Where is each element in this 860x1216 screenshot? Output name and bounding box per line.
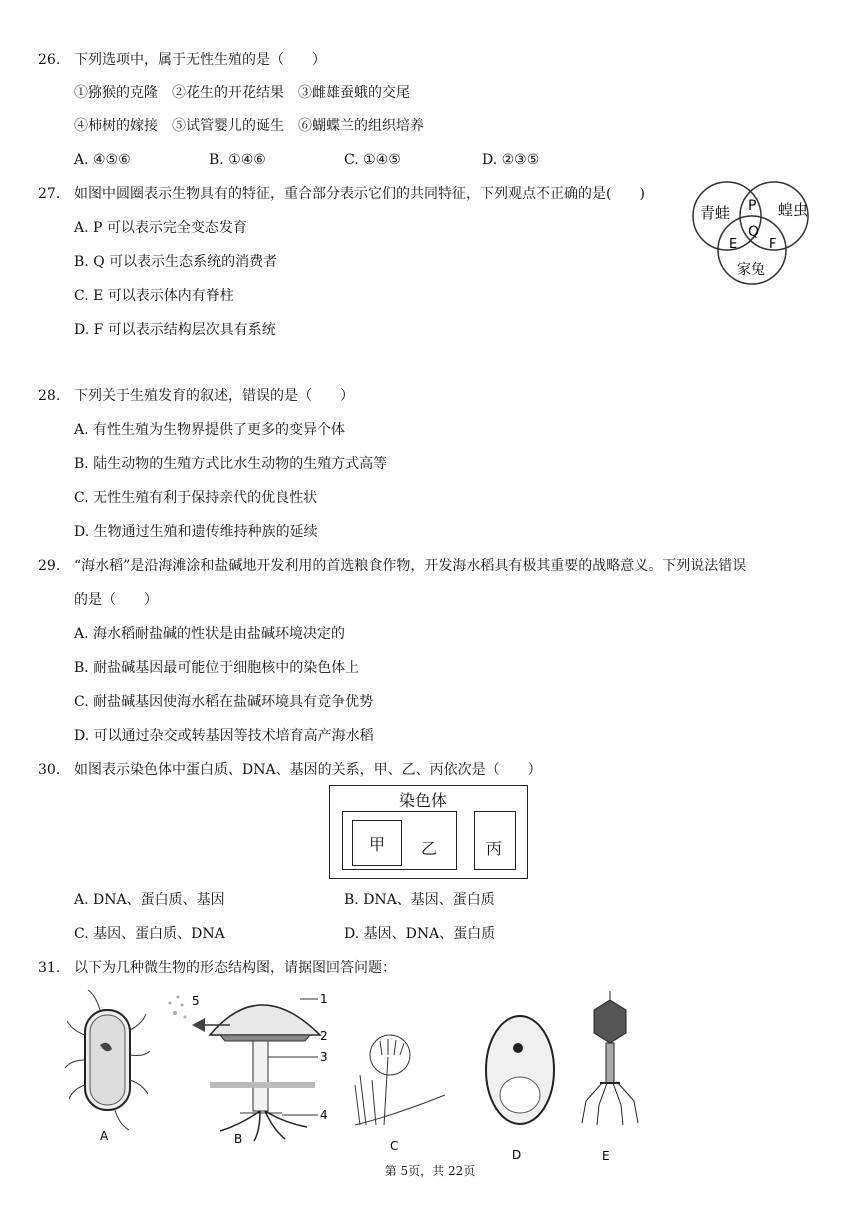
q30-option-a: A. DNA、蛋白质、基因 xyxy=(74,892,225,908)
venn-label-f: F xyxy=(769,237,777,252)
figure-label-4: 4 xyxy=(320,1108,328,1122)
chromosome-label: 染色体 xyxy=(399,791,448,810)
figure-label-a: A xyxy=(100,1129,109,1143)
q29-option-a: A. 海水稻耐盐碱的性状是由盐碱环境决定的 xyxy=(74,626,346,642)
q27-option-d: D. F 可以表示结构层次具有系统 xyxy=(74,322,276,338)
figure-label-3: 3 xyxy=(320,1050,328,1064)
q30-options-1 xyxy=(74,890,495,910)
q26-options xyxy=(74,150,539,170)
q27-option-c: C. E 可以表示体内有脊柱 xyxy=(74,288,234,304)
q28-option-b: B. 陆生动物的生殖方式比水生动物的生殖方式高等 xyxy=(74,456,388,472)
q28-option-c: C. 无性生殖有利于保持亲代的优良性状 xyxy=(74,490,318,506)
microorganism-figure xyxy=(60,985,660,1160)
mold-illustration xyxy=(355,1035,445,1125)
q29-option-c: C. 耐盐碱基因使海水稻在盐碱环境具有竞争优势 xyxy=(74,694,374,710)
mushroom-illustration xyxy=(169,996,321,1142)
q31-stem: 31. 以下为几种微生物的形态结构图，请据图回答问题： xyxy=(38,960,396,976)
q26-option-a: A. ④⑤⑥ xyxy=(74,152,131,168)
venn-label-rabbit: 家兔 xyxy=(737,262,765,278)
bacteriophage-illustration xyxy=(582,991,638,1125)
q26-option-d: D. ②③⑤ xyxy=(482,152,540,168)
q28-stem: 28. 下列关于生殖发育的叙述，错误的是（ ） xyxy=(38,388,354,404)
q26-items-1: ①猕猴的克隆 ②花生的开花结果 ③雌雄蚕蛾的交尾 xyxy=(74,85,410,101)
page-footer: 第 5页，共 22页 xyxy=(384,1164,476,1178)
venn-diagram xyxy=(690,176,820,288)
q26-stem: 26. 下列选项中，属于无性生殖的是（ ） xyxy=(38,52,326,68)
q26-items-2: ④柿树的嫁接 ⑤试管婴儿的诞生 ⑥蝴蝶兰的组织培养 xyxy=(74,118,424,134)
label-yi: 乙 xyxy=(421,839,438,858)
venn-label-frog: 青蛙 xyxy=(700,204,731,222)
figure-label-d: D xyxy=(512,1148,522,1160)
label-jia: 甲 xyxy=(369,835,386,854)
q28-option-a: A. 有性生殖为生物界提供了更多的变异个体 xyxy=(74,422,346,438)
figure-label-5: 5 xyxy=(192,994,200,1008)
q29-option-b: B. 耐盐碱基因最可能位于细胞核中的染色体上 xyxy=(74,660,360,676)
figure-label-c: C xyxy=(390,1139,399,1153)
venn-label-e: E xyxy=(729,237,738,252)
venn-label-p: P xyxy=(748,198,757,214)
q29-stem-1: 29. “海水稻”是沿海滩涂和盐碱地开发利用的首选粮食作物，开发海水稻具有极其重要的战略意义。下列说法错误 xyxy=(38,558,747,574)
q28-option-d: D. 生物通过生殖和遗传维持种族的延续 xyxy=(74,524,318,540)
q30-option-c: C. 基因、蛋白质、DNA xyxy=(74,926,225,942)
q27-option-b: B. Q 可以表示生态系统的消费者 xyxy=(74,254,278,270)
q30-option-d: D. 基因、DNA、蛋白质 xyxy=(344,926,496,942)
q30-option-b: B. DNA、基因、蛋白质 xyxy=(344,892,495,908)
yeast-illustration xyxy=(486,1016,554,1124)
figure-label-b: B xyxy=(234,1132,243,1146)
q29-option-d: D. 可以通过杂交或转基因等技术培育高产海水稻 xyxy=(74,728,374,744)
figure-label-1: 1 xyxy=(320,992,328,1006)
q30-options-2 xyxy=(74,924,495,944)
q26-option-b: B. ①④⑥ xyxy=(209,152,266,168)
bacterium-illustration xyxy=(65,990,150,1130)
q30-stem: 30. 如图表示染色体中蛋白质、DNA、基因的关系，甲、乙、丙依次是（ ） xyxy=(38,762,542,778)
figure-label-2: 2 xyxy=(320,1029,328,1043)
q26-option-c: C. ①④⑤ xyxy=(344,152,401,168)
q29-stem-2: 的是（ ） xyxy=(74,592,158,608)
venn-label-q: Q xyxy=(748,224,760,240)
venn-label-locust: 蝗虫 xyxy=(778,201,809,219)
q27-option-a: A. P 可以表示完全变态发育 xyxy=(74,220,247,236)
q27-stem: 27. 如图中圆圈表示生物具有的特征，重合部分表示它们的共同特征，下列观点不正确的是( ) xyxy=(38,186,645,202)
figure-label-e: E xyxy=(602,1149,610,1160)
label-bing: 丙 xyxy=(486,839,503,858)
